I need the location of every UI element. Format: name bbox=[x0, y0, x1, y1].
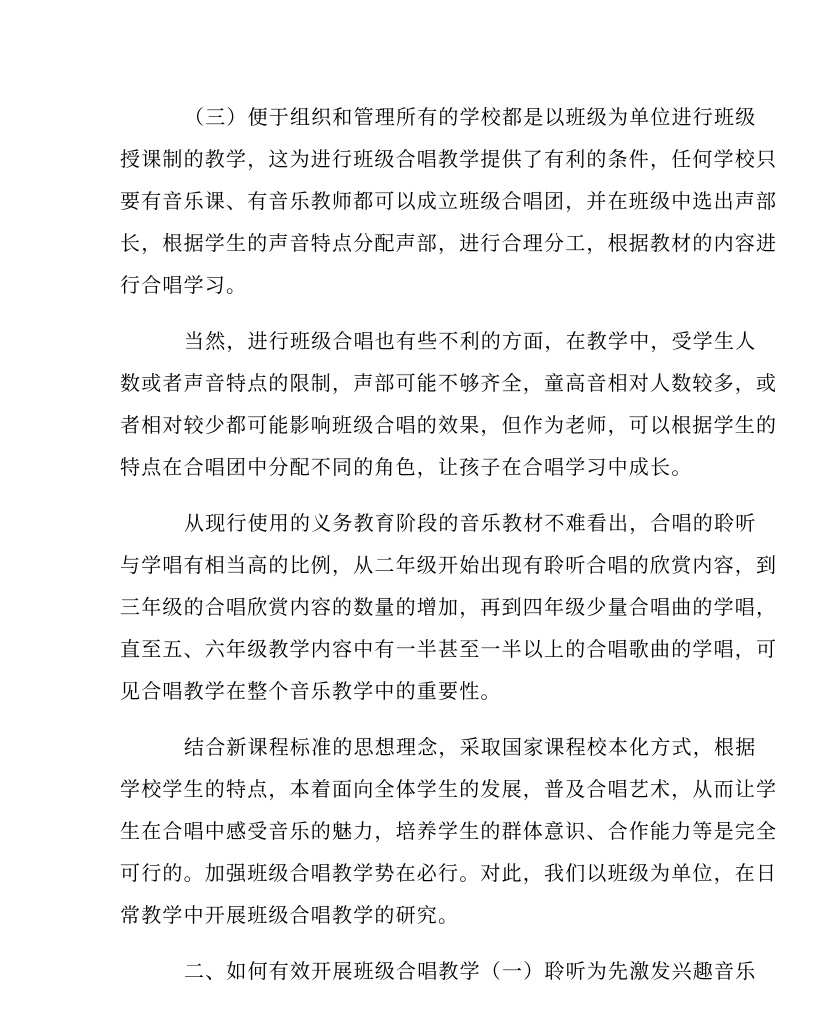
paragraph-5 bbox=[120, 950, 757, 992]
paragraph-1 bbox=[120, 96, 778, 306]
paragraph-4 bbox=[120, 726, 778, 936]
paragraph-line: 直至五、六年级教学内容中有一半甚至一半以上的合唱歌曲的学唱，可 bbox=[120, 637, 778, 661]
paragraph-line: （三）便于组织和管理所有的学校都是以班级为单位进行班级 bbox=[184, 105, 757, 129]
paragraph-2 bbox=[120, 320, 778, 488]
paragraph-line: 结合新课程标准的思想理念，采取国家课程校本化方式，根据 bbox=[184, 735, 757, 759]
paragraph-line: 学校学生的特点，本着面向全体学生的发展，普及合唱艺术，从而让学 bbox=[120, 777, 778, 801]
paragraph-line: 行合唱学习。 bbox=[120, 273, 248, 297]
paragraph-line: 从现行使用的义务教育阶段的音乐教材不难看出，合唱的聆听 bbox=[184, 511, 757, 535]
paragraph-line: 当然，进行班级合唱也有些不利的方面，在教学中，受学生人 bbox=[184, 329, 757, 353]
paragraph-line: 数或者声音特点的限制，声部可能不够齐全，童高音相对人数较多，或 bbox=[120, 371, 778, 395]
paragraph-line: 生在合唱中感受音乐的魅力，培养学生的群体意识、合作能力等是完全 bbox=[120, 819, 778, 843]
document-body bbox=[120, 96, 778, 992]
paragraph-line: 见合唱教学在整个音乐教学中的重要性。 bbox=[120, 679, 502, 703]
paragraph-line: 常教学中开展班级合唱教学的研究。 bbox=[120, 903, 460, 927]
paragraph-3 bbox=[120, 502, 778, 712]
paragraph-line: 授课制的教学，这为进行班级合唱教学提供了有利的条件，任何学校只 bbox=[120, 147, 778, 171]
paragraph-line: 要有音乐课、有音乐教师都可以成立班级合唱团，并在班级中选出声部 bbox=[120, 189, 778, 213]
paragraph-line: 三年级的合唱欣赏内容的数量的增加，再到四年级少量合唱曲的学唱， bbox=[120, 595, 778, 619]
paragraph-line: 可行的。加强班级合唱教学势在必行。对此，我们以班级为单位，在日 bbox=[120, 861, 778, 885]
paragraph-line: 二、如何有效开展班级合唱教学（一）聆听为先激发兴趣音乐 bbox=[184, 959, 757, 983]
paragraph-line: 与学唱有相当高的比例，从二年级开始出现有聆听合唱的欣赏内容，到 bbox=[120, 553, 778, 577]
paragraph-line: 者相对较少都可能影响班级合唱的效果，但作为老师，可以根据学生的 bbox=[120, 413, 778, 437]
paragraph-line: 长，根据学生的声音特点分配声部，进行合理分工，根据教材的内容进 bbox=[120, 231, 778, 255]
paragraph-line: 特点在合唱团中分配不同的角色，让孩子在合唱学习中成长。 bbox=[120, 455, 693, 479]
